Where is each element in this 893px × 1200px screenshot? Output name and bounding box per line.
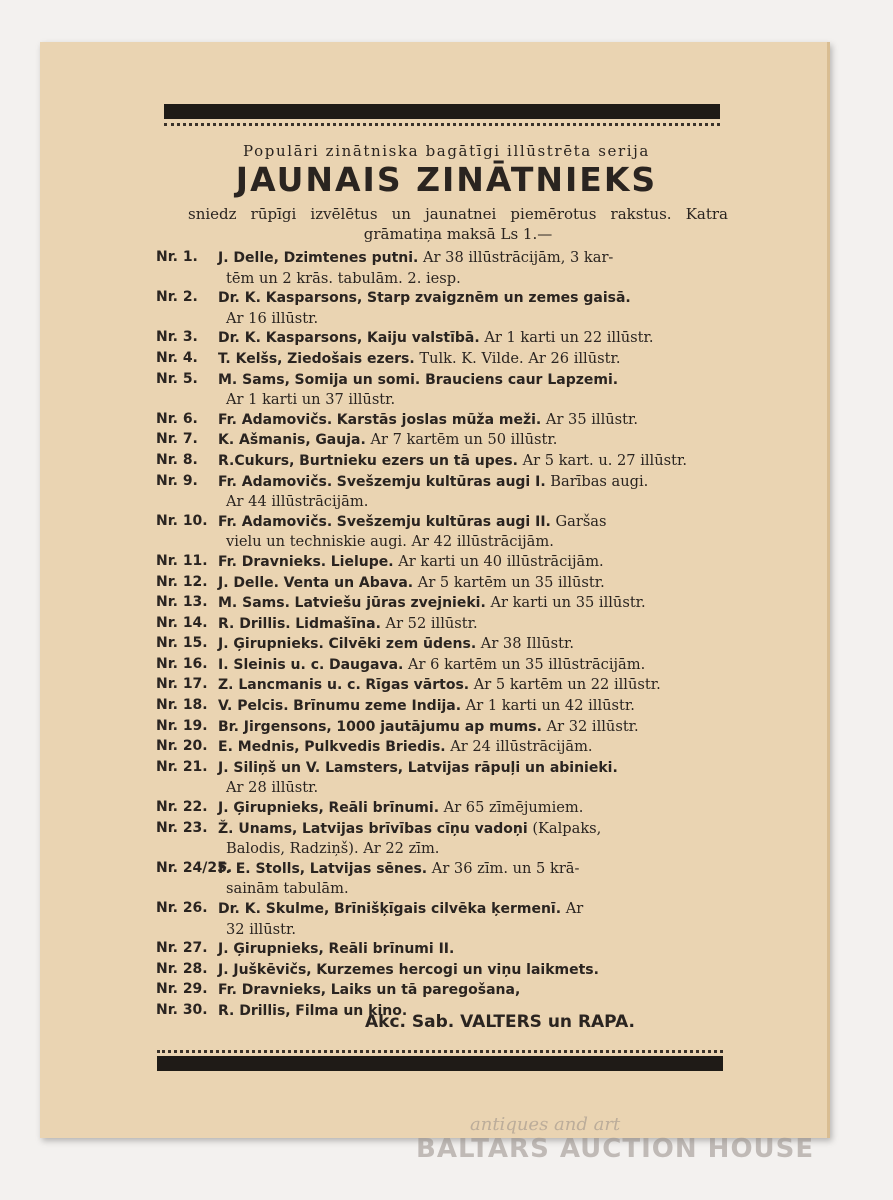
item-line — [218, 573, 731, 594]
list-item — [156, 675, 731, 696]
list-item — [156, 939, 731, 960]
list-item — [156, 737, 731, 758]
item-details: Ar 24 illūstrācijām. — [450, 738, 593, 756]
item-continuation: vielu un techniskie augi. Ar 42 illūstrācijām. — [226, 533, 554, 551]
item-line — [218, 512, 731, 533]
item-continuation: 32 illūstr. — [226, 920, 296, 938]
item-title: Kaiju valstībā. — [366, 330, 480, 347]
item-author: J. Juškēvičs, — [218, 961, 312, 978]
item-author: M. Sams, — [218, 371, 290, 388]
item-line — [218, 410, 731, 431]
item-title: Latvijas rāpuļi un abinieki. — [407, 759, 618, 776]
item-author: J. Siliņš un V. Lamsters, — [218, 759, 404, 776]
item-number: Nr. 14. — [156, 614, 208, 631]
item-line — [218, 614, 731, 635]
item-number: Nr. 7. — [156, 431, 198, 448]
list-item — [156, 573, 731, 594]
item-details: Ar 35 illūstr. — [545, 410, 639, 428]
top-thick-rule — [164, 104, 720, 119]
item-title: Latvijas brīvības cīņu vadoņi — [302, 820, 528, 837]
book-list — [156, 248, 731, 1022]
list-item — [156, 552, 731, 573]
item-continuation: Balodis, Radziņš). Ar 22 zīm. — [226, 840, 440, 858]
watermark-name: BALTARS AUCTION HOUSE — [416, 1134, 815, 1164]
item-line — [218, 288, 731, 309]
item-line — [218, 675, 731, 696]
item-number: Nr. 15. — [156, 635, 208, 652]
item-details: Ar 6 kartēm un 35 illūstrācijām. — [408, 655, 646, 673]
list-item — [156, 859, 731, 899]
item-author: Ž. Unams, — [218, 820, 298, 837]
item-details: Ar 5 kartēm un 35 illūstr. — [417, 573, 605, 591]
item-author: R. Drillis, — [218, 1002, 291, 1019]
item-title: Lidmašīna. — [295, 615, 381, 632]
item-line — [218, 593, 731, 614]
item-number: Nr. 8. — [156, 451, 198, 468]
list-item — [156, 899, 731, 939]
item-author: Fr. Dravnieks, — [218, 982, 327, 999]
item-number: Nr. 13. — [156, 594, 208, 611]
item-author: E. Mednis, — [218, 739, 300, 756]
item-details: Ar 7 kartēm un 50 illūstr. — [370, 431, 558, 449]
list-item — [156, 614, 731, 635]
item-line — [218, 248, 731, 269]
item-details: Ar 65 zīmējumiem. — [443, 799, 584, 817]
item-title: Filma un kino. — [295, 1002, 408, 1019]
item-line — [218, 758, 731, 779]
item-details: Barības augi. — [550, 472, 649, 490]
item-number: Nr. 21. — [156, 758, 208, 775]
item-author: Fr. Adamovičs. — [218, 473, 333, 490]
list-item — [156, 288, 731, 328]
item-line — [218, 451, 731, 472]
item-details: Ar — [565, 900, 584, 917]
item-line — [218, 634, 731, 655]
list-item — [156, 370, 731, 410]
item-title: Pulkvedis Briedis. — [304, 739, 446, 756]
item-title: Cilvēki zem ūdens. — [328, 636, 477, 653]
item-title: Venta un Abava. — [283, 574, 414, 591]
list-item — [156, 349, 731, 370]
item-details: Ar 1 karti un 22 illūstr. — [484, 329, 654, 347]
list-item — [156, 758, 731, 798]
item-line — [218, 696, 731, 717]
item-line — [218, 349, 731, 370]
top-dotted-rule — [164, 123, 720, 126]
list-item — [156, 798, 731, 819]
item-details: Ar 52 illūstr. — [385, 614, 478, 632]
list-item — [156, 634, 731, 655]
item-title: Somija un somi. Brauciens caur Lapzemi. — [294, 371, 619, 388]
publisher: Akc. Sab. VALTERS un RAPA. — [365, 1012, 636, 1032]
item-title: Karstās joslas mūža meži. — [336, 411, 542, 428]
item-line — [218, 430, 731, 451]
item-line — [218, 328, 731, 349]
item-title: Lielupe. — [330, 553, 394, 570]
item-title: Starp zvaigznēm un zemes gaisā. — [366, 290, 631, 307]
item-title: Dzimtenes putni. — [283, 250, 419, 266]
item-number: Nr. 11. — [156, 552, 208, 569]
item-title: Ziedošais ezers. — [287, 350, 415, 367]
item-title: Svešzemju kultūras augi I. — [336, 473, 546, 490]
series-subtitle: Populāri zinātniska bagātīgi illūstrēta serija — [243, 142, 650, 160]
item-number: Nr. 3. — [156, 329, 198, 346]
item-line — [218, 717, 731, 738]
item-number: Nr. 26. — [156, 900, 208, 916]
item-author: Br. Jirgensons, — [218, 718, 332, 735]
item-title: Reāli brīnumi II. — [328, 941, 455, 958]
item-details: (Kalpaks, — [532, 819, 602, 837]
item-title: Svešzemju kultūras augi II. — [336, 513, 551, 530]
bottom-dotted-rule — [157, 1050, 723, 1053]
item-author: Dr. K. Kasparsons, — [218, 330, 363, 347]
item-number: Nr. 5. — [156, 370, 198, 387]
item-line — [218, 939, 731, 960]
list-item — [156, 512, 731, 552]
item-line — [218, 370, 731, 391]
item-details: Ar karti un 35 illūstr. — [490, 594, 646, 612]
item-number: Nr. 27. — [156, 940, 208, 957]
item-author: T. Kelšs, — [218, 350, 283, 367]
item-continuation: Ar 16 illūstr. — [226, 309, 319, 327]
list-item — [156, 430, 731, 451]
bottom-thick-rule — [157, 1056, 723, 1071]
item-author: Fr. Dravnieks. — [218, 553, 327, 570]
item-number: Nr. 24/25. — [156, 859, 233, 876]
list-item — [156, 451, 731, 472]
list-item — [156, 472, 731, 512]
item-author: I. Sleinis u. c. — [218, 656, 325, 673]
item-number: Nr. 17. — [156, 676, 208, 693]
item-author: J. Delle, — [218, 250, 279, 266]
item-line — [218, 552, 731, 573]
item-line — [218, 960, 731, 981]
item-author: Z. Lancmanis u. c. — [218, 677, 361, 694]
list-item — [156, 980, 731, 1001]
item-number: Nr. 16. — [156, 655, 208, 672]
series-title: JAUNAIS ZINĀTNIEKS — [235, 160, 658, 199]
item-title: Daugava. — [328, 656, 404, 673]
list-item — [156, 696, 731, 717]
item-details: Ar 5 kart. u. 27 illūstr. — [522, 451, 687, 469]
item-title: 1000 jautājumu ap mums. — [336, 718, 542, 735]
item-number: Nr. 6. — [156, 410, 198, 427]
item-line — [218, 899, 731, 920]
item-number: Nr. 29. — [156, 981, 208, 998]
item-number: Nr. 22. — [156, 799, 208, 816]
item-details: Ar karti un 40 illūstrācijām. — [398, 552, 604, 570]
item-number: Nr. 12. — [156, 573, 208, 590]
item-title: Rīgas vārtos. — [365, 677, 470, 694]
item-details: Tulk. K. Vilde. Ar 26 illūstr. — [419, 349, 621, 367]
item-author: J. Ģirupnieks. — [218, 636, 324, 653]
item-author: Dr. K. Kasparsons, — [218, 290, 363, 307]
item-line — [218, 980, 731, 1001]
item-details: Ar 38 Illūstr. — [480, 635, 575, 653]
watermark-tagline: antiques and art — [470, 1114, 621, 1135]
item-continuation: sainām tabulām. — [226, 880, 349, 898]
item-continuation: tēm un 2 krās. tabulām. 2. iesp. — [226, 269, 461, 287]
item-details: Ar 36 zīm. un 5 krā- — [431, 859, 580, 877]
list-item — [156, 410, 731, 431]
item-line — [218, 737, 731, 758]
item-author: V. Pelcis. — [218, 698, 289, 715]
item-line — [218, 798, 731, 819]
item-line — [218, 655, 731, 676]
item-number: Nr. 19. — [156, 717, 208, 734]
item-number: Nr. 9. — [156, 472, 198, 489]
item-number: Nr. 20. — [156, 738, 208, 755]
item-number: Nr. 2. — [156, 289, 198, 306]
item-continuation: Ar 1 karti un 37 illūstr. — [226, 391, 396, 409]
item-title: Brīnišķīgais cilvēka ķermenī. — [333, 901, 562, 917]
item-continuation: Ar 44 illūstrācijām. — [226, 493, 369, 511]
item-details: Ar 32 illūstr. — [546, 717, 639, 735]
item-line — [218, 859, 731, 880]
item-number: Nr. 28. — [156, 960, 208, 977]
list-item — [156, 717, 731, 738]
list-item — [156, 593, 731, 614]
item-line — [218, 472, 731, 493]
item-title: Gauja. — [315, 432, 366, 449]
series-intro: sniedz rūpīgi izvēlētus un jaunatnei piemērotus rakstus. Katra grāmatiņa maksā Ls 1.— — [188, 205, 728, 243]
item-details: Ar 38 illūstrācijām, 3 kar- — [423, 249, 614, 266]
item-line — [218, 819, 731, 840]
item-author: J. Ģirupnieks, — [218, 941, 324, 958]
item-title: Latviešu jūras zvejnieki. — [294, 595, 486, 612]
item-author: F. E. Stolls, — [218, 860, 306, 877]
item-author: K. Ašmanis, — [218, 432, 311, 449]
item-author: J. Delle. — [218, 574, 279, 591]
list-item — [156, 960, 731, 981]
item-author: R.Cukurs, — [218, 452, 295, 469]
list-item — [156, 819, 731, 859]
list-item — [156, 248, 731, 288]
item-number: Nr. 1. — [156, 249, 198, 265]
item-author: M. Sams. — [218, 595, 290, 612]
item-title: Burtnieku ezers un tā upes. — [299, 452, 518, 469]
item-title: Laiks un tā paregošana, — [330, 982, 521, 999]
item-author: J. Ģirupnieks, — [218, 800, 324, 817]
item-title: Brīnumu zeme Indija. — [293, 698, 462, 715]
item-number: Nr. 18. — [156, 697, 208, 714]
item-number: Nr. 10. — [156, 512, 208, 529]
item-details: Ar 1 karti un 42 illūstr. — [465, 697, 635, 715]
item-author: Fr. Adamovičs. — [218, 513, 333, 530]
item-number: Nr. 30. — [156, 1001, 208, 1018]
item-title: Kurzemes hercogi un viņu laikmets. — [316, 961, 599, 978]
item-author: Dr. K. Skulme, — [218, 901, 330, 917]
item-author: R. Drillis. — [218, 615, 291, 632]
item-details: Garšas — [555, 512, 607, 530]
list-item — [156, 655, 731, 676]
auction-watermark — [410, 1110, 830, 1170]
item-number: Nr. 23. — [156, 819, 208, 836]
item-title: Latvijas sēnes. — [309, 860, 428, 877]
item-continuation: Ar 28 illūstr. — [226, 779, 319, 797]
item-author: Fr. Adamovičs. — [218, 411, 333, 428]
item-title: Reāli brīnumi. — [328, 800, 440, 817]
list-item — [156, 328, 731, 349]
item-details: Ar 5 kartēm un 22 illūstr. — [473, 676, 661, 694]
item-number: Nr. 4. — [156, 349, 198, 366]
